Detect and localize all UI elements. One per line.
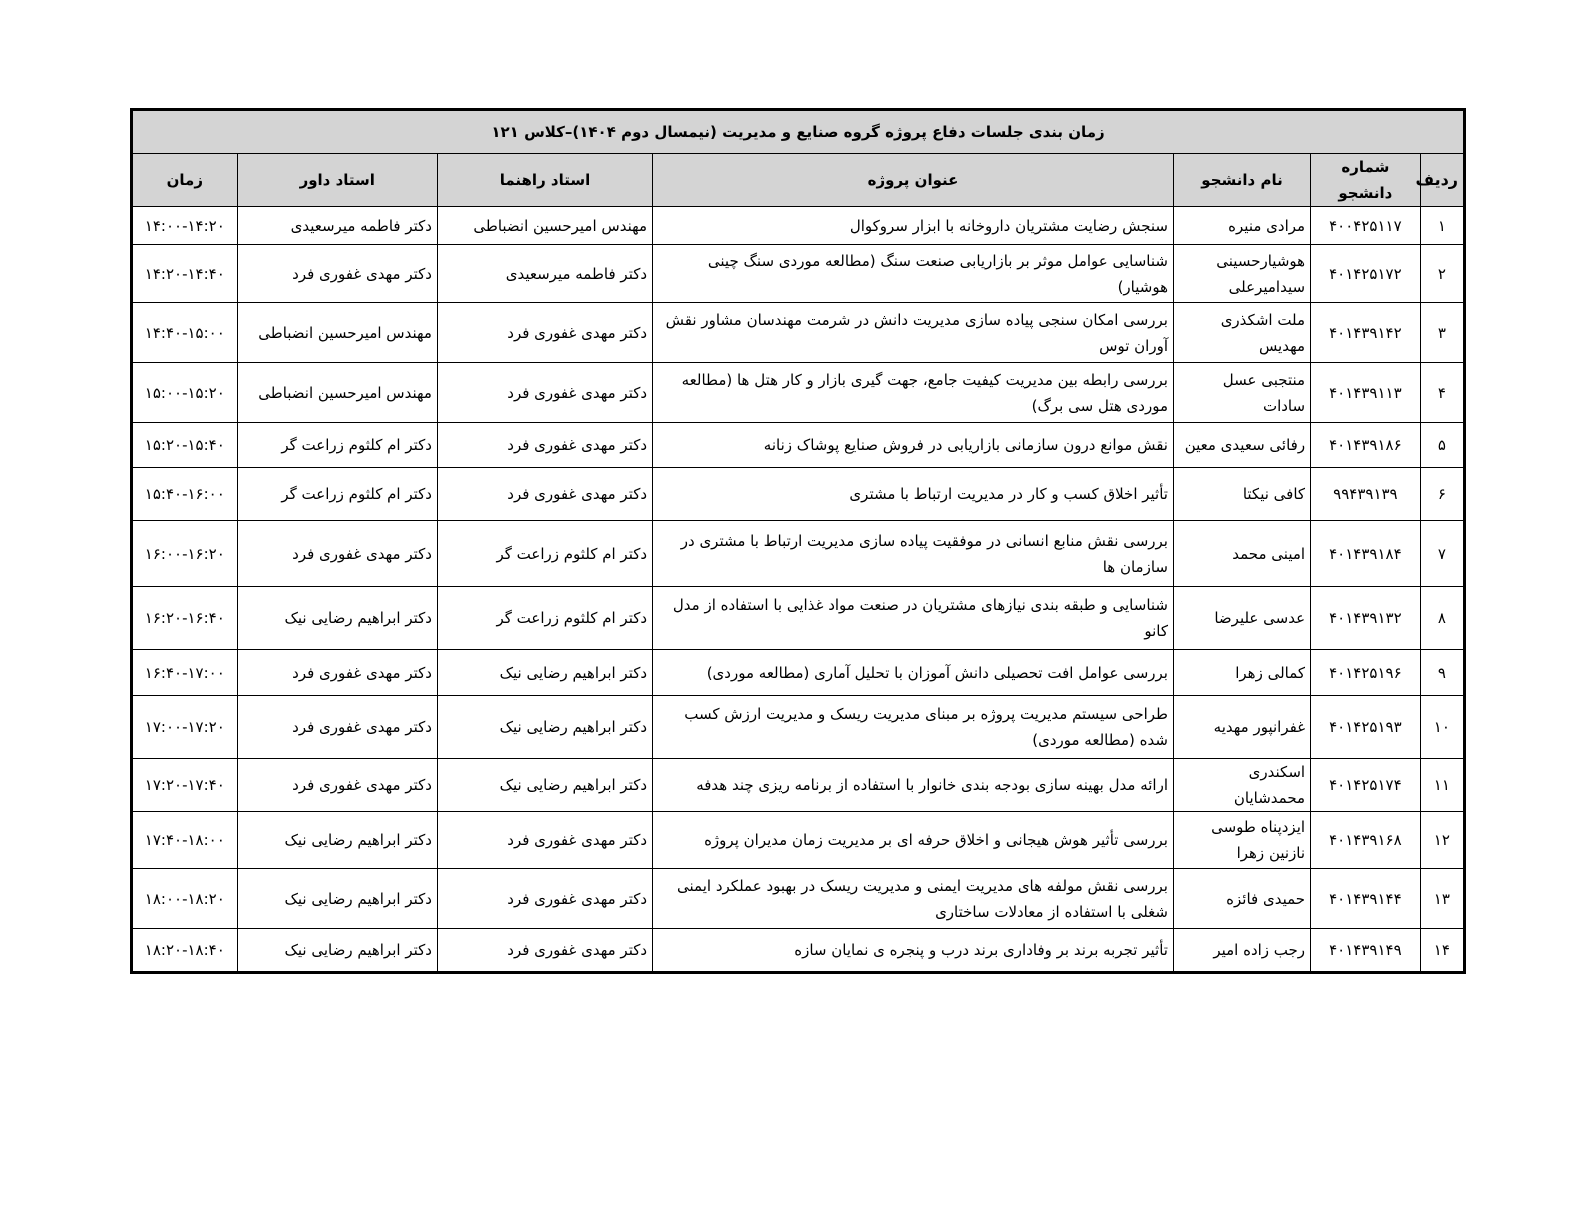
row-number-cell: ۱۲	[1420, 812, 1464, 869]
student-id-cell: ۴۰۱۴۳۹۱۴۴	[1311, 869, 1421, 929]
defense-schedule-table	[130, 108, 1466, 974]
project-title-cell: شناسایی و طبقه بندی نیازهای مشتریان در صنعت مواد غذایی با استفاده از مدل کانو	[653, 587, 1174, 650]
table-row	[132, 696, 1465, 759]
table-row	[132, 869, 1465, 929]
table-row	[132, 587, 1465, 650]
advisor-cell: دکتر ابراهیم رضایی نیک	[437, 759, 652, 812]
row-number-cell: ۸	[1420, 587, 1464, 650]
judge-cell: دکتر مهدی غفوری فرد	[237, 245, 437, 303]
student-id-cell: ۴۰۱۴۲۵۱۷۲	[1311, 245, 1421, 303]
judge-cell: دکتر فاطمه میرسعیدی	[237, 207, 437, 245]
table-row	[132, 650, 1465, 696]
student-id-cell: ۴۰۱۴۲۵۱۹۶	[1311, 650, 1421, 696]
time-slot-cell: ۱۶:۲۰-۱۶:۴۰	[132, 587, 238, 650]
advisor-cell: مهندس امیرحسین انضباطی	[437, 207, 652, 245]
time-slot-cell: ۱۵:۲۰-۱۵:۴۰	[132, 423, 238, 468]
advisor-cell: دکتر مهدی غفوری فرد	[437, 812, 652, 869]
advisor-cell: دکتر ابراهیم رضایی نیک	[437, 696, 652, 759]
table-row	[132, 759, 1465, 812]
judge-cell: دکتر ابراهیم رضایی نیک	[237, 869, 437, 929]
advisor-cell: دکتر فاطمه میرسعیدی	[437, 245, 652, 303]
table-row	[132, 245, 1465, 303]
advisor-cell: دکتر ام کلثوم زراعت گر	[437, 521, 652, 587]
header-row-number: ردیف	[1420, 154, 1464, 207]
advisor-cell: دکتر مهدی غفوری فرد	[437, 303, 652, 363]
row-number-cell: ۱۰	[1420, 696, 1464, 759]
student-id-cell: ۴۰۱۴۲۵۱۷۴	[1311, 759, 1421, 812]
student-id-cell: ۴۰۱۴۳۹۱۶۸	[1311, 812, 1421, 869]
time-slot-cell: ۱۷:۴۰-۱۸:۰۰	[132, 812, 238, 869]
header-student-name: نام دانشجو	[1173, 154, 1310, 207]
student-id-cell: ۴۰۰۴۲۵۱۱۷	[1311, 207, 1421, 245]
table-row	[132, 929, 1465, 973]
row-number-cell: ۴	[1420, 363, 1464, 423]
project-title-cell: ارائه مدل بهینه سازی بودجه بندی خانوار با استفاده از برنامه ریزی چند هدفه	[653, 759, 1174, 812]
advisor-cell: دکتر مهدی غفوری فرد	[437, 929, 652, 973]
time-slot-cell: ۱۵:۰۰-۱۵:۲۰	[132, 363, 238, 423]
time-slot-cell: ۱۴:۲۰-۱۴:۴۰	[132, 245, 238, 303]
time-slot-cell: ۱۶:۴۰-۱۷:۰۰	[132, 650, 238, 696]
table-title: زمان بندی جلسات دفاع پروژه گروه صنایع و مدیریت (نیمسال دوم ۱۴۰۴)–کلاس ۱۲۱	[132, 110, 1465, 154]
student-id-cell: ۴۰۱۴۳۹۱۳۲	[1311, 587, 1421, 650]
student-name-cell: امینی محمد	[1173, 521, 1310, 587]
row-number-cell: ۱	[1420, 207, 1464, 245]
judge-cell: مهندس امیرحسین انضباطی	[237, 363, 437, 423]
student-id-cell: ۴۰۱۴۳۹۱۴۲	[1311, 303, 1421, 363]
row-number-cell: ۱۱	[1420, 759, 1464, 812]
student-id-cell: ۴۰۱۴۳۹۱۸۶	[1311, 423, 1421, 468]
time-slot-cell: ۱۶:۰۰-۱۶:۲۰	[132, 521, 238, 587]
time-slot-cell: ۱۷:۲۰-۱۷:۴۰	[132, 759, 238, 812]
row-number-cell: ۳	[1420, 303, 1464, 363]
project-title-cell: بررسی عوامل افت تحصیلی دانش آموزان با تحلیل آماری (مطالعه موردی)	[653, 650, 1174, 696]
row-number-cell: ۵	[1420, 423, 1464, 468]
time-slot-cell: ۱۴:۴۰-۱۵:۰۰	[132, 303, 238, 363]
header-time: زمان	[132, 154, 238, 207]
advisor-cell: دکتر مهدی غفوری فرد	[437, 363, 652, 423]
time-slot-cell: ۱۴:۰۰-۱۴:۲۰	[132, 207, 238, 245]
judge-cell: دکتر ام کلثوم زراعت گر	[237, 423, 437, 468]
time-slot-cell: ۱۷:۰۰-۱۷:۲۰	[132, 696, 238, 759]
advisor-cell: دکتر مهدی غفوری فرد	[437, 468, 652, 521]
student-name-cell: حمیدی فائزه	[1173, 869, 1310, 929]
advisor-cell: دکتر مهدی غفوری فرد	[437, 423, 652, 468]
table-row	[132, 303, 1465, 363]
project-title-cell: طراحی سیستم مدیریت پروژه بر مبنای مدیریت ریسک و مدیریت ارزش کسب شده (مطالعه موردی)	[653, 696, 1174, 759]
table-title-row	[132, 110, 1465, 154]
project-title-cell: بررسی نقش منابع انسانی در موفقیت پیاده سازی مدیریت ارتباط با مشتری در سازمان ها	[653, 521, 1174, 587]
student-id-cell: ۴۰۱۴۳۹۱۸۴	[1311, 521, 1421, 587]
row-number-cell: ۶	[1420, 468, 1464, 521]
table-row	[132, 521, 1465, 587]
judge-cell: دکتر ابراهیم رضایی نیک	[237, 929, 437, 973]
row-number-cell: ۱۳	[1420, 869, 1464, 929]
student-name-cell: غفرانپور مهدیه	[1173, 696, 1310, 759]
table-row	[132, 207, 1465, 245]
student-name-cell: کمالی زهرا	[1173, 650, 1310, 696]
project-title-cell: بررسی رابطه بین مدیریت کیفیت جامع، جهت گیری بازار و کار هتل ها (مطالعه موردی هتل سی برگ)	[653, 363, 1174, 423]
student-name-cell: هوشیارحسینی سیدامیرعلی	[1173, 245, 1310, 303]
project-title-cell: بررسی تأثیر هوش هیجانی و اخلاق حرفه ای بر مدیریت زمان مدیران پروژه	[653, 812, 1174, 869]
project-title-cell: تأثیر تجربه برند بر وفاداری برند درب و پنجره ی نمایان سازه	[653, 929, 1174, 973]
project-title-cell: بررسی امکان سنجی پیاده سازی مدیریت دانش در شرمت مهندسان مشاور نقش آوران توس	[653, 303, 1174, 363]
judge-cell: مهندس امیرحسین انضباطی	[237, 303, 437, 363]
student-name-cell: منتجبی عسل سادات	[1173, 363, 1310, 423]
student-id-cell: ۹۹۴۳۹۱۳۹	[1311, 468, 1421, 521]
schedule-sheet	[130, 108, 1466, 974]
time-slot-cell: ۱۵:۴۰-۱۶:۰۰	[132, 468, 238, 521]
project-title-cell: بررسی نقش مولفه های مدیریت ایمنی و مدیریت ریسک در بهبود عملکرد ایمنی شغلی با استفاده از معادلات ساختاری	[653, 869, 1174, 929]
student-name-cell: ملت اشکذری مهدیس	[1173, 303, 1310, 363]
advisor-cell: دکتر ام کلثوم زراعت گر	[437, 587, 652, 650]
project-title-cell: تأثیر اخلاق کسب و کار در مدیریت ارتباط با مشتری	[653, 468, 1174, 521]
table-row	[132, 812, 1465, 869]
student-name-cell: عدسی علیرضا	[1173, 587, 1310, 650]
judge-cell: دکتر مهدی غفوری فرد	[237, 521, 437, 587]
student-name-cell: کافی نیکتا	[1173, 468, 1310, 521]
advisor-cell: دکتر مهدی غفوری فرد	[437, 869, 652, 929]
table-row	[132, 423, 1465, 468]
project-title-cell: نقش موانع درون سازمانی بازاریابی در فروش صنایع پوشاک زنانه	[653, 423, 1174, 468]
row-number-cell: ۹	[1420, 650, 1464, 696]
header-judge: استاد داور	[237, 154, 437, 207]
table-row	[132, 468, 1465, 521]
table-row	[132, 363, 1465, 423]
judge-cell: دکتر مهدی غفوری فرد	[237, 650, 437, 696]
student-id-cell: ۴۰۱۴۲۵۱۹۳	[1311, 696, 1421, 759]
row-number-cell: ۲	[1420, 245, 1464, 303]
student-name-cell: رجب زاده امیر	[1173, 929, 1310, 973]
student-name-cell: ایزدپناه طوسی نازنین زهرا	[1173, 812, 1310, 869]
judge-cell: دکتر مهدی غفوری فرد	[237, 759, 437, 812]
header-project-title: عنوان پروژه	[653, 154, 1174, 207]
judge-cell: دکتر ام کلثوم زراعت گر	[237, 468, 437, 521]
student-id-cell: ۴۰۱۴۳۹۱۱۳	[1311, 363, 1421, 423]
time-slot-cell: ۱۸:۲۰-۱۸:۴۰	[132, 929, 238, 973]
row-number-cell: ۷	[1420, 521, 1464, 587]
project-title-cell: سنجش رضایت مشتریان داروخانه با ابزار سروکوال	[653, 207, 1174, 245]
advisor-cell: دکتر ابراهیم رضایی نیک	[437, 650, 652, 696]
time-slot-cell: ۱۸:۰۰-۱۸:۲۰	[132, 869, 238, 929]
student-name-cell: رفائی سعیدی معین	[1173, 423, 1310, 468]
student-name-cell: اسکندری محمدشایان	[1173, 759, 1310, 812]
row-number-cell: ۱۴	[1420, 929, 1464, 973]
student-name-cell: مرادی منیره	[1173, 207, 1310, 245]
student-id-cell: ۴۰۱۴۳۹۱۴۹	[1311, 929, 1421, 973]
header-student-id: شماره دانشجو	[1311, 154, 1421, 207]
judge-cell: دکتر ابراهیم رضایی نیک	[237, 812, 437, 869]
judge-cell: دکتر مهدی غفوری فرد	[237, 696, 437, 759]
project-title-cell: شناسایی عوامل موثر بر بازاریابی صنعت سنگ (مطالعه موردی سنگ چینی هوشیار)	[653, 245, 1174, 303]
header-advisor: استاد راهنما	[437, 154, 652, 207]
table-header-row	[132, 154, 1465, 207]
judge-cell: دکتر ابراهیم رضایی نیک	[237, 587, 437, 650]
